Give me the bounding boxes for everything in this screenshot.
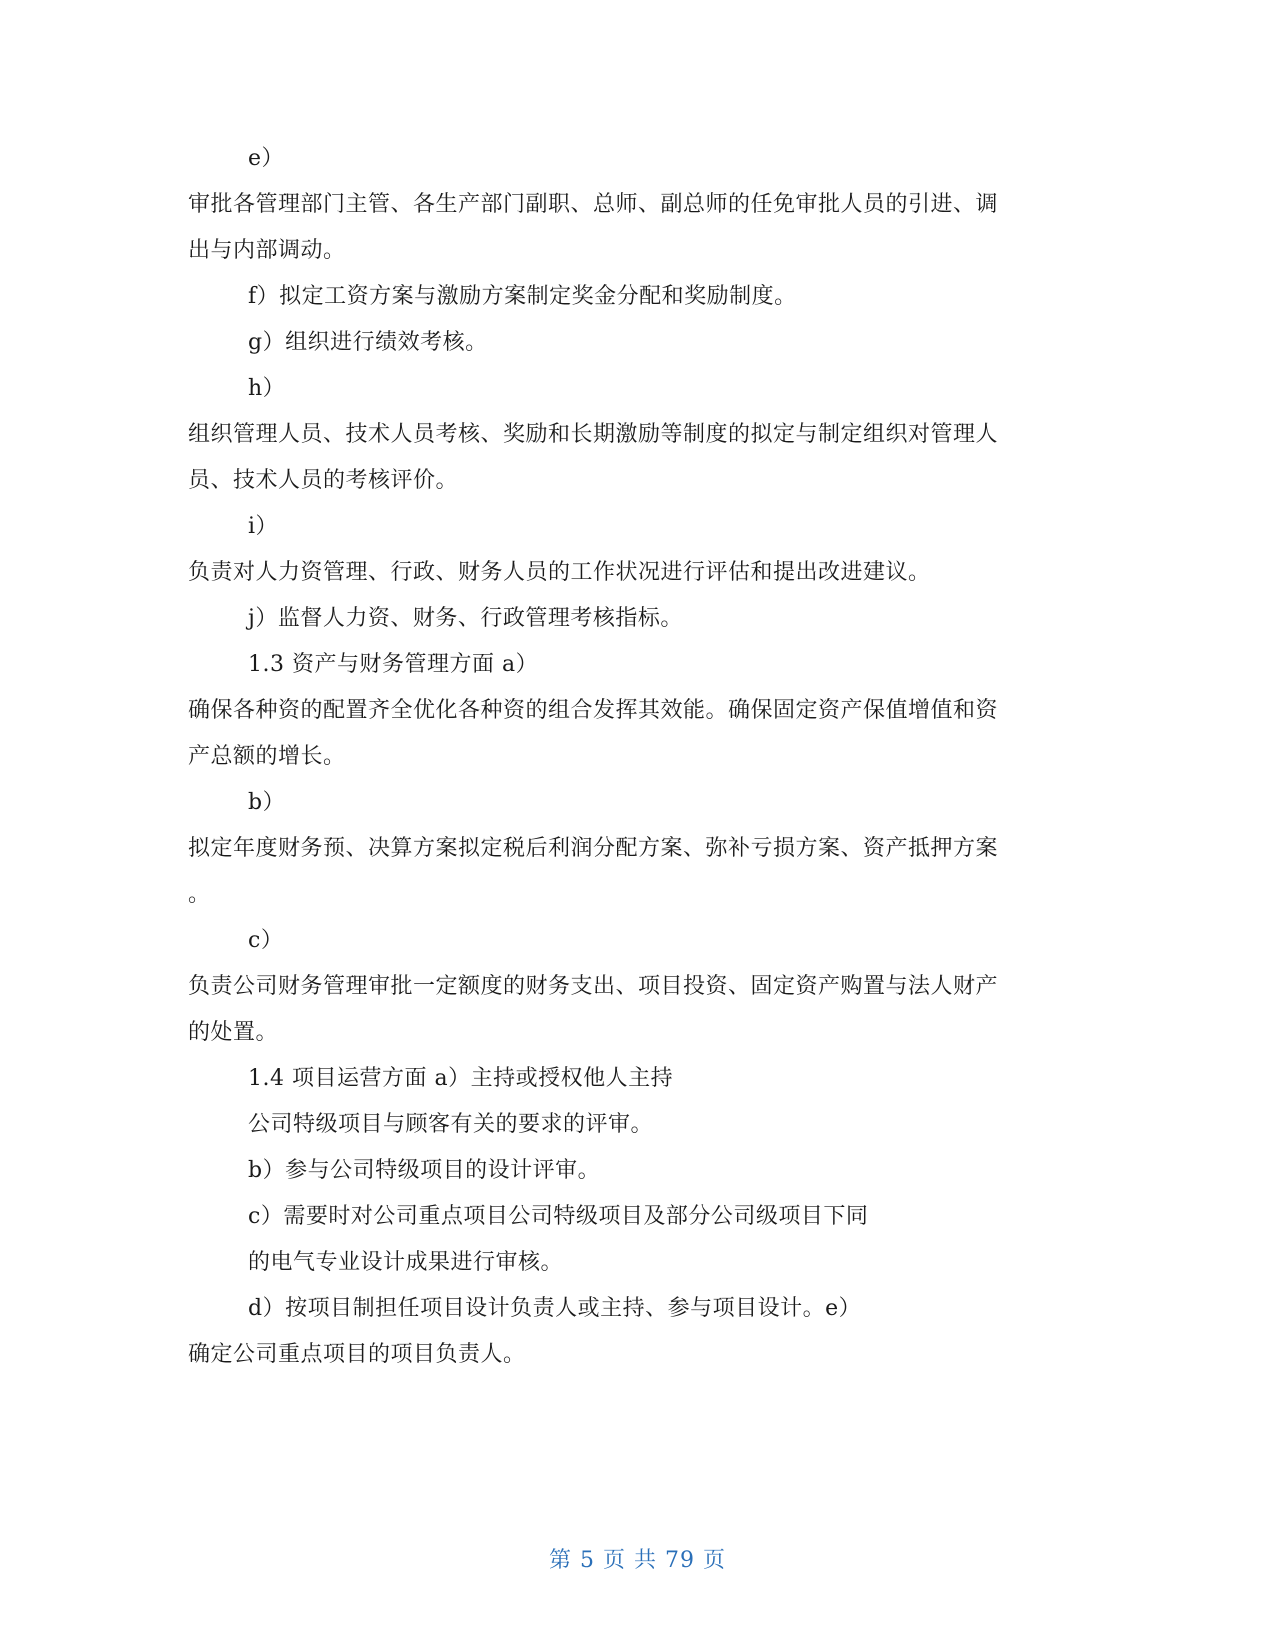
text-line: 的处置。 (188, 1020, 279, 1045)
text-line: e） (248, 146, 285, 171)
text-line: 组织管理人员、技术人员考核、奖励和长期激励等制度的拟定与制定组织对管理人 (188, 422, 999, 447)
text-line: 员、技术人员的考核评价。 (188, 468, 459, 493)
text-line: b）参与公司特级项目的设计评审。 (248, 1158, 601, 1183)
text-line: 确保各种资的配置齐全优化各种资的组合发挥其效能。确保固定资产保值增值和资 (188, 698, 999, 723)
text-line: d）按项目制担任项目设计负责人或主持、参与项目设计。e） (248, 1296, 862, 1321)
text-line: 。 (188, 882, 211, 907)
text-line: 确定公司重点项目的项目负责人。 (188, 1342, 526, 1367)
text-line: 的电气专业设计成果进行审核。 (248, 1250, 564, 1275)
text-line: 负责对人力资管理、行政、财务人员的工作状况进行评估和提出改进建议。 (188, 560, 931, 585)
text-line: b） (248, 790, 286, 815)
text-line: 拟定年度财务预、决算方案拟定税后利润分配方案、弥补亏损方案、资产抵押方案 (188, 836, 999, 861)
text-line: j）监督人力资、财务、行政管理考核指标。 (248, 606, 683, 631)
text-line: 产总额的增长。 (188, 744, 346, 769)
text-line: 负责公司财务管理审批一定额度的财务支出、项目投资、固定资产购置与法人财产 (188, 974, 999, 999)
text-line: c） (248, 928, 284, 953)
page-number-footer: 第 5 页 共 79 页 (549, 1548, 726, 1573)
text-line: f）拟定工资方案与激励方案制定奖金分配和奖励制度。 (248, 284, 797, 309)
text-line: g）组织进行绩效考核。 (248, 330, 488, 355)
text-line: i） (248, 514, 279, 539)
text-line: 公司特级项目与顾客有关的要求的评审。 (248, 1112, 654, 1137)
text-line: 出与内部调动。 (188, 238, 346, 263)
text-line: h） (248, 376, 286, 401)
section-heading: 1.4 项目运营方面 a）主持或授权他人主持 (248, 1066, 674, 1091)
text-line: c）需要时对公司重点项目公司特级项目及部分公司级项目下同 (248, 1204, 869, 1229)
section-heading: 1.3 资产与财务管理方面 a） (248, 652, 539, 677)
text-line: 审批各管理部门主管、各生产部门副职、总师、副总师的任免审批人员的引进、调 (188, 192, 999, 217)
